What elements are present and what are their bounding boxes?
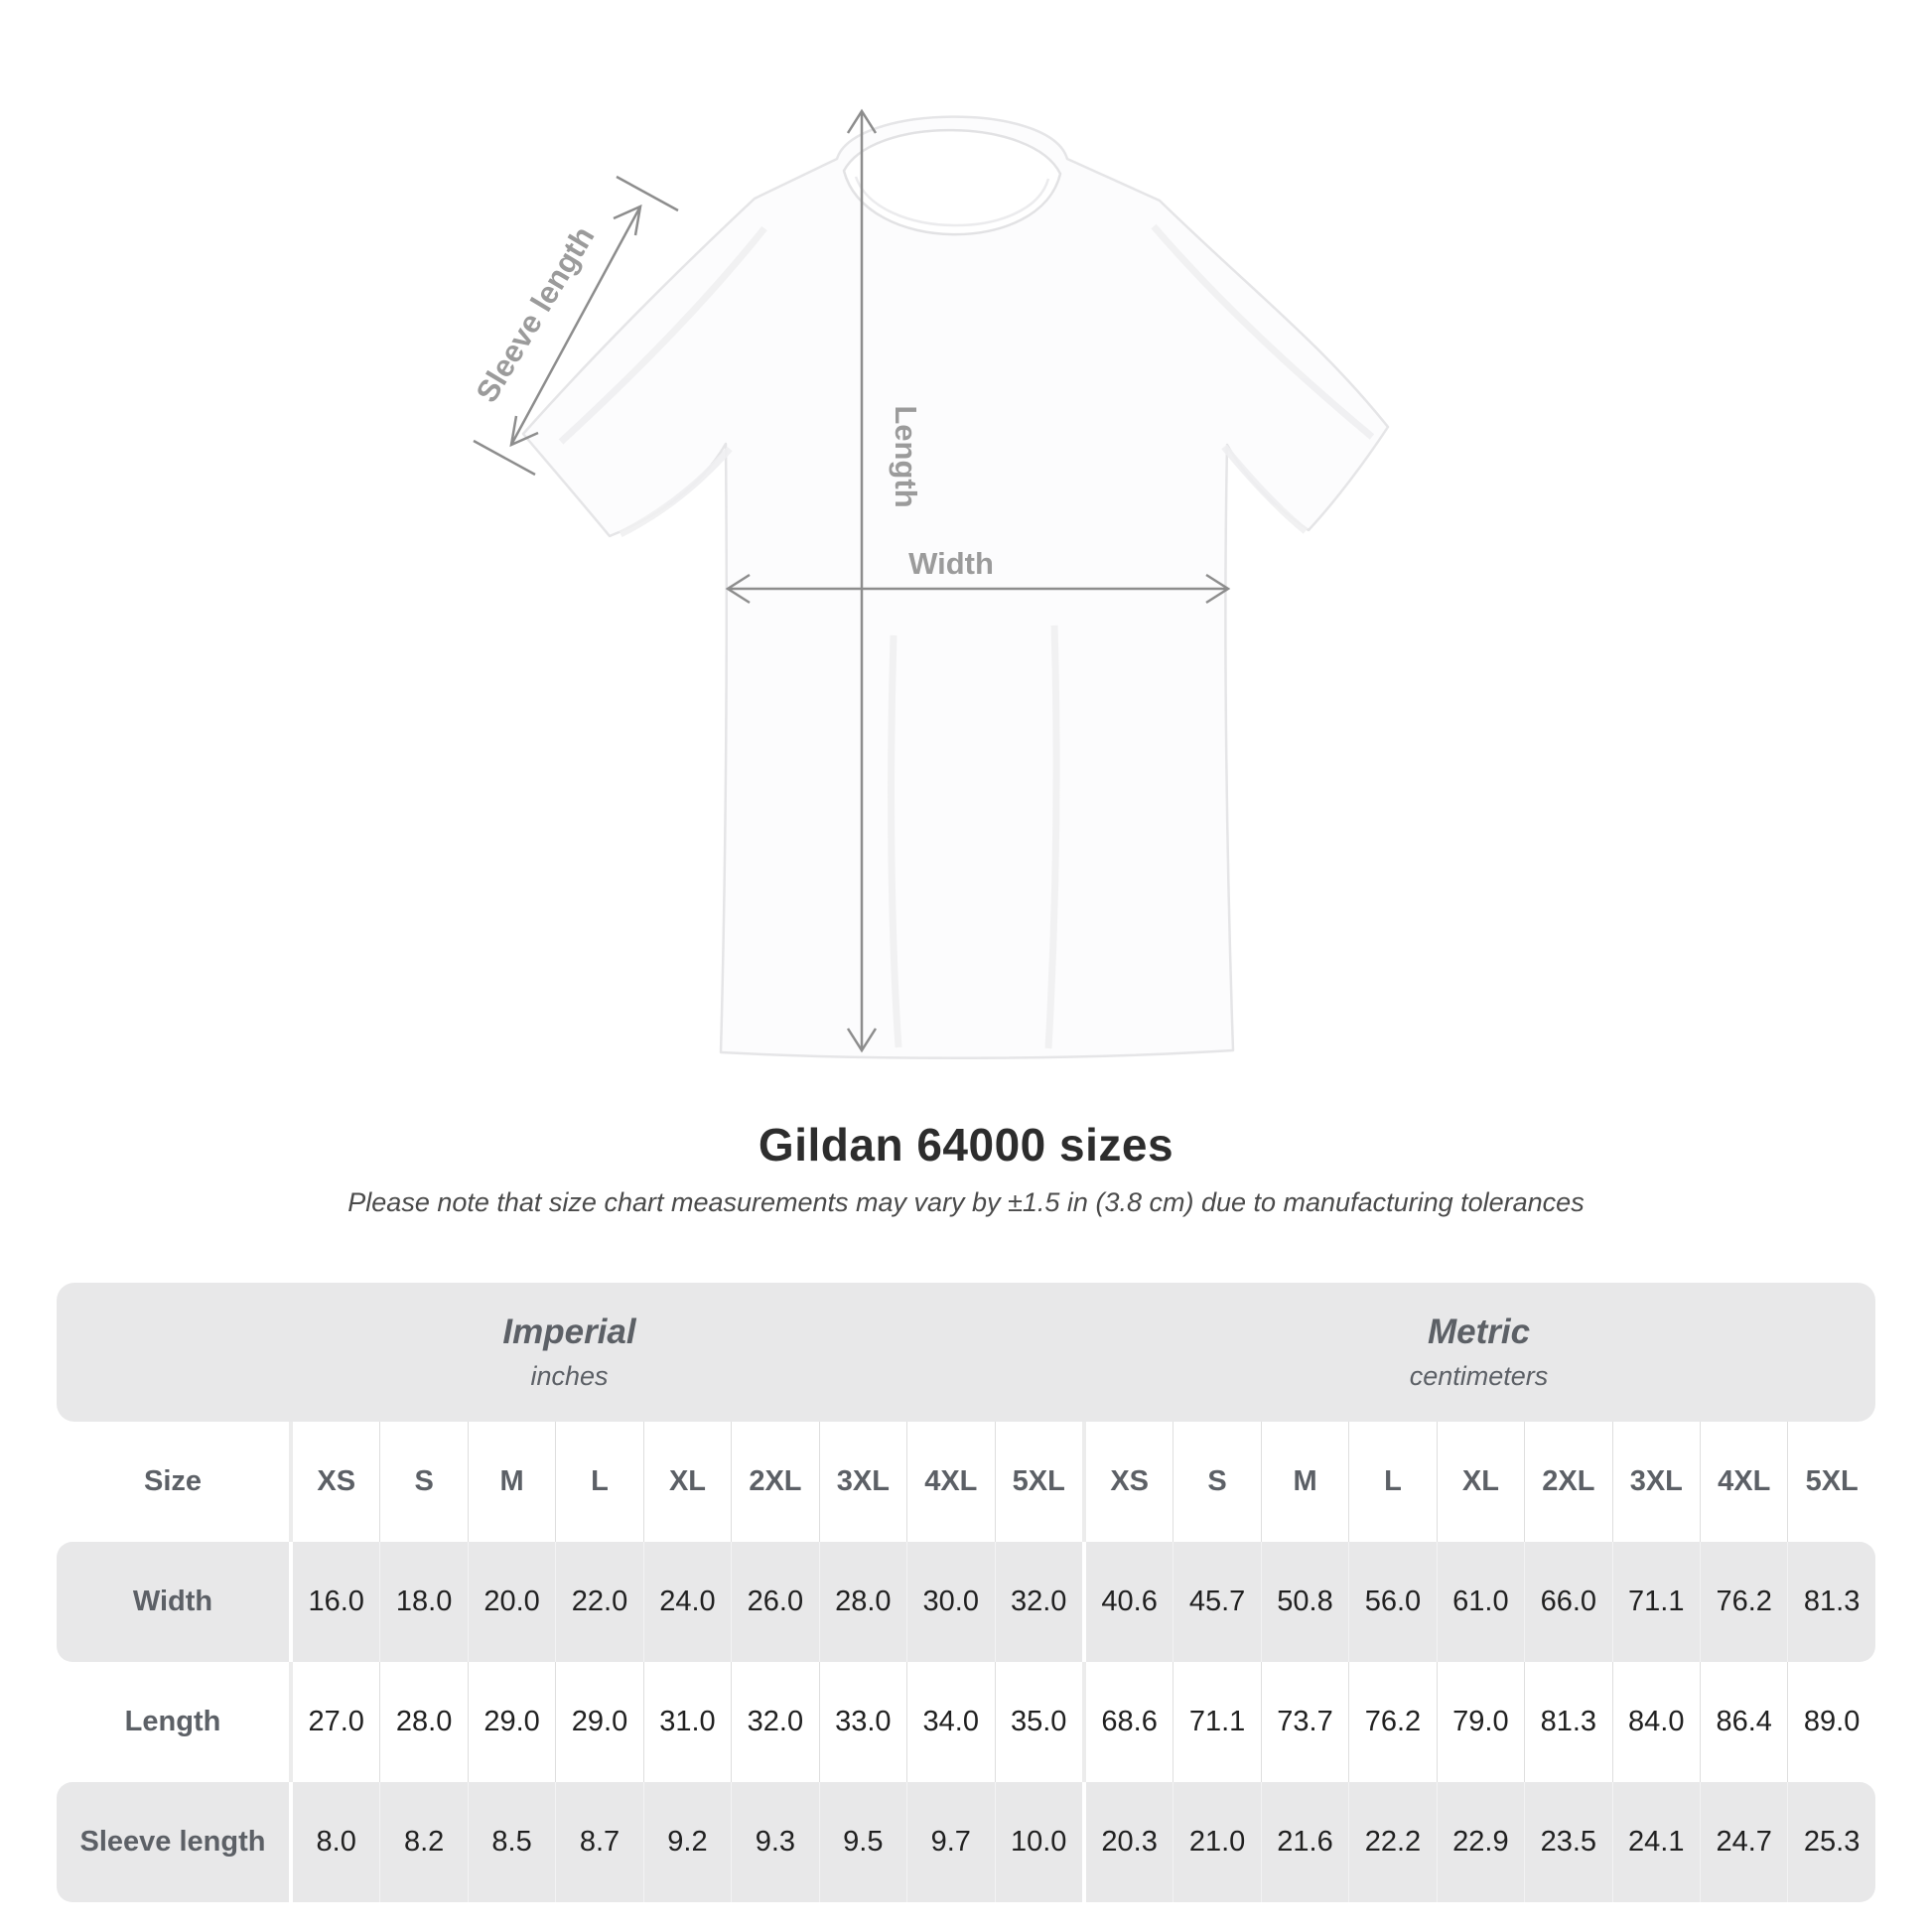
size-col-header: XL [1437,1422,1524,1542]
sleeve-length-value-imperial: 8.0 [289,1782,379,1902]
size-header-row [57,1422,1875,1542]
width-value-metric: 66.0 [1524,1542,1611,1662]
table-row-width [57,1542,1875,1662]
length-value-imperial: 34.0 [906,1662,994,1782]
sleeve-length-value-metric: 20.3 [1082,1782,1173,1902]
length-value-imperial: 31.0 [643,1662,731,1782]
length-value-metric: 71.1 [1173,1662,1260,1782]
sleeve-length-value-metric: 22.9 [1437,1782,1524,1902]
width-value-metric: 76.2 [1700,1542,1787,1662]
width-value-imperial: 32.0 [995,1542,1082,1662]
tolerance-note: Please note that size chart measurements may vary by ±1.5 in (3.8 cm) due to manufacturing tolerances [347,1187,1585,1217]
width-value-metric: 40.6 [1082,1542,1173,1662]
width-value-imperial: 18.0 [379,1542,467,1662]
width-value-metric: 81.3 [1787,1542,1874,1662]
length-value-imperial: 33.0 [819,1662,906,1782]
size-col-header: L [555,1422,642,1542]
width-row-label: Width [132,1586,213,1617]
sleeve-length-value-imperial: 9.5 [819,1782,906,1902]
size-col-header: 3XL [819,1422,906,1542]
size-col-header: S [379,1422,467,1542]
size-col-header: 3XL [1612,1422,1700,1542]
imperial-unit: inches [530,1361,609,1391]
length-value-metric: 73.7 [1261,1662,1348,1782]
heading [0,1118,1932,1218]
size-table [57,1283,1875,1902]
length-value-metric: 89.0 [1787,1662,1874,1782]
metric-section-header [1082,1283,1875,1422]
sleeve-length-value-metric: 23.5 [1524,1782,1611,1902]
width-value-imperial: 22.0 [555,1542,642,1662]
units-header-band [57,1283,1875,1422]
length-value-metric: 76.2 [1348,1662,1436,1782]
width-value-metric: 61.0 [1437,1542,1524,1662]
sleeve-length-value-imperial: 9.3 [731,1782,818,1902]
width-value-imperial: 20.0 [468,1542,555,1662]
length-value-imperial: 35.0 [995,1662,1082,1782]
width-value-imperial: 16.0 [289,1542,379,1662]
size-col-header: S [1173,1422,1260,1542]
length-value-imperial: 29.0 [555,1662,642,1782]
size-col-header: 5XL [995,1422,1082,1542]
sleeve-length-value-metric: 21.6 [1261,1782,1348,1902]
size-col-header: 2XL [731,1422,818,1542]
size-col-header: 4XL [1700,1422,1787,1542]
size-col-header: XS [1082,1422,1173,1542]
table-row-sleeve-length [57,1782,1875,1902]
sleeve-length-value-imperial: 8.7 [555,1782,642,1902]
length-value-imperial: 28.0 [379,1662,467,1782]
length-value-imperial: 32.0 [731,1662,818,1782]
sleeve-length-value-metric: 24.1 [1612,1782,1700,1902]
sleeve-length-value-imperial: 8.2 [379,1782,467,1902]
sleeve-length-value-metric: 25.3 [1787,1782,1874,1902]
metric-unit: centimeters [1409,1361,1549,1391]
metric-label: Metric [1427,1312,1531,1351]
sleeve-length-value-imperial: 9.2 [643,1782,731,1902]
sleeve-length-row-label: Sleeve length [79,1826,266,1858]
width-value-imperial: 30.0 [906,1542,994,1662]
sleeve-length-value-imperial: 8.5 [468,1782,555,1902]
width-value-metric: 50.8 [1261,1542,1348,1662]
sleeve-length-value-imperial: 9.7 [906,1782,994,1902]
length-value-metric: 86.4 [1700,1662,1787,1782]
size-col-header: 2XL [1524,1422,1611,1542]
sleeve-length-value-metric: 21.0 [1173,1782,1260,1902]
size-col-header: M [468,1422,555,1542]
tshirt-image [523,117,1388,1058]
width-value-imperial: 26.0 [731,1542,818,1662]
size-row-label: Size [143,1465,203,1497]
sleeve-length-value-imperial: 10.0 [995,1782,1082,1902]
width-value-imperial: 28.0 [819,1542,906,1662]
length-value-metric: 84.0 [1612,1662,1700,1782]
length-value-imperial: 27.0 [289,1662,379,1782]
size-col-header: 5XL [1787,1422,1874,1542]
imperial-section-header [57,1283,1082,1422]
size-col-header: L [1348,1422,1436,1542]
length-value-metric: 68.6 [1082,1662,1173,1782]
size-col-header: 4XL [906,1422,994,1542]
size-col-header: XS [289,1422,379,1542]
imperial-label: Imperial [502,1312,636,1351]
length-value-metric: 81.3 [1524,1662,1611,1782]
length-label: Length [889,405,923,508]
page-title: Gildan 64000 sizes [758,1119,1174,1171]
width-value-metric: 56.0 [1348,1542,1436,1662]
sleeve-length-label: Sleeve length [469,219,602,409]
size-col-header: M [1261,1422,1348,1542]
table-row-length [57,1662,1875,1782]
sleeve-length-value-metric: 22.2 [1348,1782,1436,1902]
sleeve-length-value-metric: 24.7 [1700,1782,1787,1902]
length-value-metric: 79.0 [1437,1662,1524,1782]
length-value-imperial: 29.0 [468,1662,555,1782]
size-col-header: XL [643,1422,731,1542]
width-value-imperial: 24.0 [643,1542,731,1662]
width-label: Width [908,546,994,581]
width-value-metric: 71.1 [1612,1542,1700,1662]
width-value-metric: 45.7 [1173,1542,1260,1662]
length-row-label: Length [124,1706,221,1737]
